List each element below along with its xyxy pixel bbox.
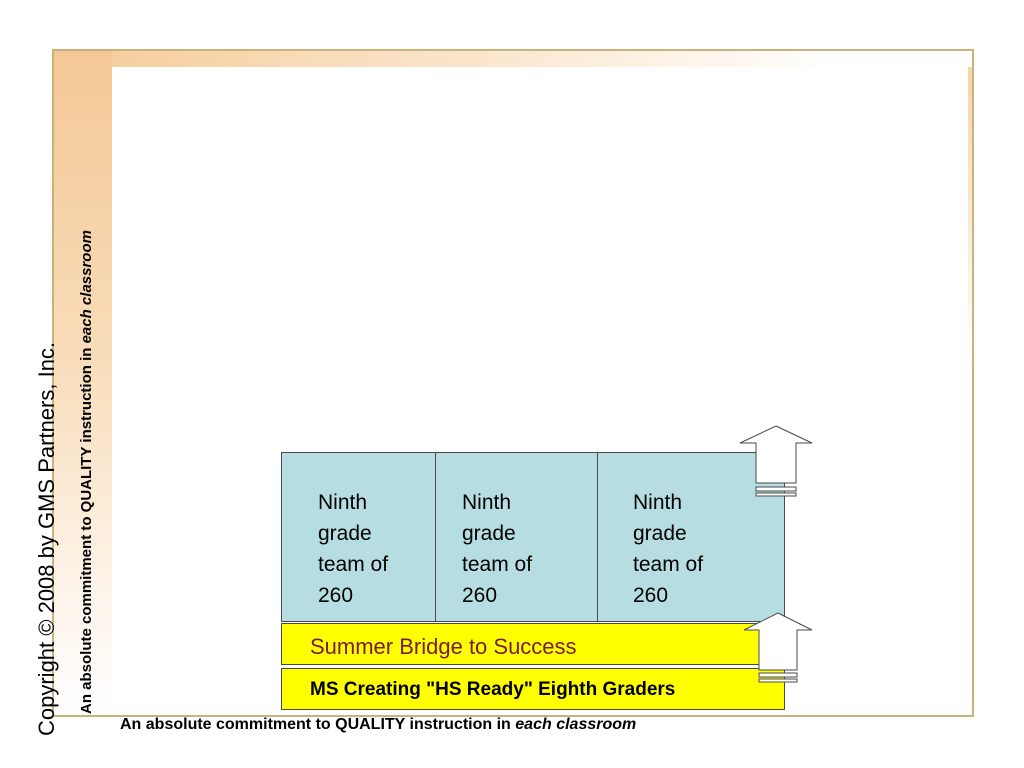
vertical-tagline	[78, 230, 95, 714]
right-gradient-band	[968, 67, 972, 367]
top-gradient-band	[112, 51, 972, 67]
team-label: Ninth grade team of 260	[462, 491, 533, 607]
team-label: Ninth grade team of 260	[633, 491, 704, 607]
copyright-notice: Copyright © 2008 by GMS Partners, Inc.	[34, 341, 59, 736]
up-arrow-icon	[738, 425, 814, 499]
middle-school-label: MS Creating "HS Ready" Eighth Graders	[310, 679, 676, 700]
summer-bridge-label: Summer Bridge to Success	[310, 634, 577, 659]
team-label: Ninth grade team of 260	[318, 491, 389, 607]
summer-bridge-bar	[281, 623, 785, 665]
ninth-grade-team-2	[435, 452, 598, 622]
ninth-grade-team-1	[281, 452, 436, 622]
tagline-emphasis: each classroom	[515, 716, 637, 733]
footer-tagline	[120, 716, 636, 734]
tagline-emphasis: each classroom	[78, 230, 95, 344]
tagline-main: An absolute commitment to QUALITY instruction in	[78, 343, 95, 714]
up-arrow-icon	[742, 612, 812, 684]
middle-school-bar	[281, 668, 785, 710]
tagline-main: An absolute commitment to QUALITY instruction in	[120, 716, 516, 733]
